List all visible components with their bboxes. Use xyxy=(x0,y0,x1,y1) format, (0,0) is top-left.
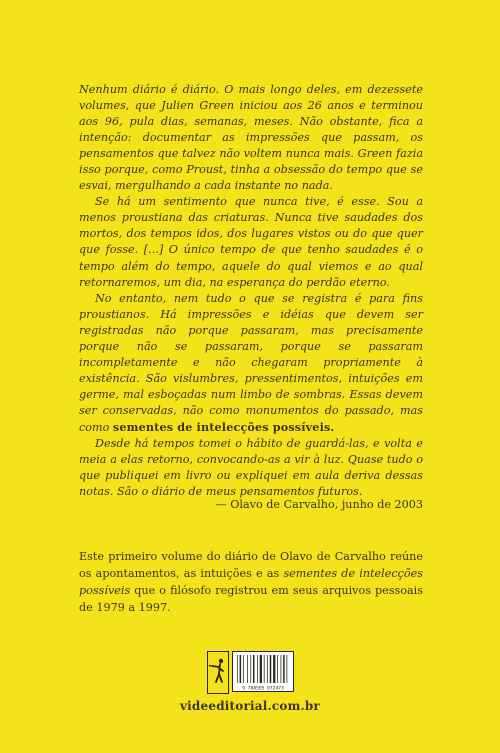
barcode-bar xyxy=(267,655,268,683)
publisher-logo xyxy=(207,651,229,694)
publisher-logo-figure-icon xyxy=(208,652,228,693)
barcode-bar xyxy=(253,655,255,683)
barcode-bar xyxy=(270,655,272,683)
barcode-graphic xyxy=(233,652,293,691)
barcode-bar xyxy=(243,655,244,683)
isbn-barcode xyxy=(232,651,294,692)
barcode-bar xyxy=(257,655,258,683)
barcode-bar xyxy=(264,655,265,683)
blurb-text-2: que o filósofo registrou em seus arquivos pessoais de 1979 a 1997. xyxy=(79,584,423,614)
barcode-bar xyxy=(260,655,262,683)
blurb-italic-phrase: sementes de intelecções possíveis xyxy=(79,567,423,597)
highlighted-phrase: sementes de intelecções possíveis. xyxy=(112,419,335,434)
blurb-text-1: Este primeiro volume do diário de Olavo de Carvalho reúne os apontamentos, as intuições e as xyxy=(79,550,423,580)
barcode-bar xyxy=(277,655,278,683)
book-blurb xyxy=(79,548,423,616)
barcode-bar xyxy=(237,655,238,683)
barcode-bar xyxy=(273,655,275,683)
back-cover-quote xyxy=(79,82,423,500)
barcode-bar xyxy=(250,655,251,683)
barcode-number: 9 788595 072473 xyxy=(242,686,284,691)
quote-signature: — Olavo de Carvalho, junho de 2003 xyxy=(215,498,423,511)
publisher-website[interactable]: videeditorial.com.br xyxy=(180,699,320,713)
quote-paragraph-4: Desde há tempos tomei o hábito de guardá-las, e volta e meia a elas retorno, convocando-as a vir à luz. Quase tudo o que publiquei em livro ou expliquei em aula deriva dessas notas. São o diário de meus pensamentos futuros. xyxy=(79,437,423,499)
quote-paragraph-3 xyxy=(79,291,423,436)
barcode-bar xyxy=(281,655,282,683)
barcode-bar xyxy=(240,655,242,683)
barcode-bar xyxy=(283,655,285,683)
quote-paragraph-1: Nenhum diário é diário. O mais longo deles, em dezessete volumes, que Julien Green iniciou aos 26 anos e terminou aos 96, pula dias, semanas, meses. Não obstante, fica a intenção: documentar as impressões que passam, os pensamentos que talvez não voltem nunca mais. Green fazia isso porque, como Proust, tinha a obsessão do tempo que se esvai, mergulhando a cada instante no nada. xyxy=(79,83,423,193)
quote-paragraph-2: Se há um sentimento que nunca tive, é esse. Sou a menos proustiana das criaturas. Nunca tive saudades dos mortos, dos tempos idos, dos lugares vistos ou do que quer que fosse. [...] O único tempo de que tenho saudades é o tempo além do tempo, aquele do qual viemos e ao qual retornaremos, um dia, na esperança do perdão eterno. xyxy=(79,195,423,289)
barcode-bar xyxy=(247,655,248,683)
quote-paragraph-3-text: No entanto, nem tudo o que se registra é para fins proustianos. Há impressões e idéias que devem ser registradas não porque passaram, mas precisamente porque não se passaram, porque se passaram incompletamente e não chegaram propriamente à existência. São vislumbres, pressentimentos, intuições em germe, mal esboçadas num limbo de sombras. Essas devem ser conservadas, não como monumentos do passado, mas como xyxy=(79,291,423,434)
barcode-bar xyxy=(287,655,288,683)
